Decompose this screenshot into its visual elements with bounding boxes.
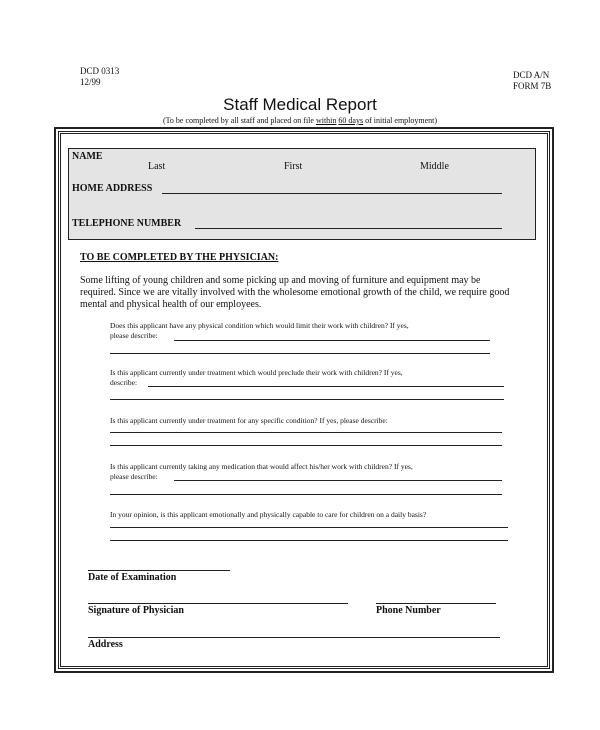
form-code-right-line2: FORM 7B bbox=[513, 81, 552, 91]
date-of-examination-label: Date of Examination bbox=[88, 572, 177, 583]
subtitle-part5: of initial employment) bbox=[363, 116, 438, 125]
question-2-answer-line-1[interactable] bbox=[148, 386, 504, 387]
middle-name-label: Middle bbox=[420, 161, 449, 172]
question-4-answer-line-2[interactable] bbox=[110, 494, 502, 495]
home-address-label: HOME ADDRESS bbox=[72, 183, 153, 194]
address-label: Address bbox=[88, 639, 123, 650]
question-3-answer-line-2[interactable] bbox=[110, 445, 502, 446]
form-code-left bbox=[80, 66, 119, 88]
telephone-label: TELEPHONE NUMBER bbox=[72, 218, 182, 229]
signature-label: Signature of Physician bbox=[88, 605, 184, 616]
subtitle-within: within bbox=[315, 116, 337, 125]
address-field[interactable] bbox=[88, 637, 500, 638]
last-name-label: Last bbox=[148, 161, 166, 172]
question-1-answer-line-1[interactable] bbox=[174, 340, 490, 341]
phone-number-label: Phone Number bbox=[376, 605, 441, 616]
form-code-left-line2: 12/99 bbox=[80, 77, 101, 87]
date-of-examination-field[interactable] bbox=[88, 570, 230, 571]
question-5-text: In your opinion, is this applicant emotionally and physically capable to care for children on a daily basis? bbox=[110, 510, 427, 519]
question-5-answer-line-2[interactable] bbox=[110, 540, 508, 541]
form-code-right bbox=[513, 70, 551, 92]
question-4-text: Is this applicant currently taking any medication that would affect his/her work with children? If yes, bbox=[110, 462, 413, 471]
form-code-right-line1: DCD A/N bbox=[513, 70, 550, 80]
question-4-answer-line-1[interactable] bbox=[174, 480, 502, 481]
question-1-answer-line-2[interactable] bbox=[110, 353, 490, 354]
page-title: Staff Medical Report bbox=[223, 95, 377, 114]
physician-intro: Some lifting of young children and some picking up and moving of furniture and equipment may be required. Since we are vitally involved with the wholesome emotional growth of the child, we require good mental and physical health of our employees. bbox=[80, 275, 510, 310]
question-1-describe: please describe: bbox=[110, 331, 158, 340]
question-2-answer-line-2[interactable] bbox=[110, 399, 504, 400]
name-label: NAME bbox=[72, 151, 103, 162]
question-4-describe: please describe: bbox=[110, 472, 158, 481]
subtitle-days: 60 days bbox=[338, 116, 364, 125]
home-address-field[interactable] bbox=[162, 193, 502, 194]
first-name-label: First bbox=[284, 161, 303, 172]
question-1-text: Does this applicant have any physical condition which would limit their work with children? If yes, bbox=[110, 321, 409, 330]
page-subtitle bbox=[0, 116, 600, 125]
question-3-text: Is this applicant currently under treatment for any specific condition? If yes, please describe: bbox=[110, 416, 388, 425]
physician-heading: TO BE COMPLETED BY THE PHYSICIAN: bbox=[80, 252, 279, 263]
subtitle-part1: (To be completed by all staff and placed on file bbox=[162, 116, 316, 125]
question-2-text: Is this applicant currently under treatment which would preclude their work with children? If yes, bbox=[110, 368, 403, 377]
question-2-describe: describe: bbox=[110, 378, 138, 387]
form-code-left-line1: DCD 0313 bbox=[80, 66, 120, 76]
telephone-field[interactable] bbox=[195, 228, 502, 229]
question-5-answer-line-1[interactable] bbox=[110, 527, 508, 528]
question-3-answer-line-1[interactable] bbox=[110, 432, 502, 433]
signature-field[interactable] bbox=[88, 603, 348, 604]
phone-number-field[interactable] bbox=[376, 603, 496, 604]
